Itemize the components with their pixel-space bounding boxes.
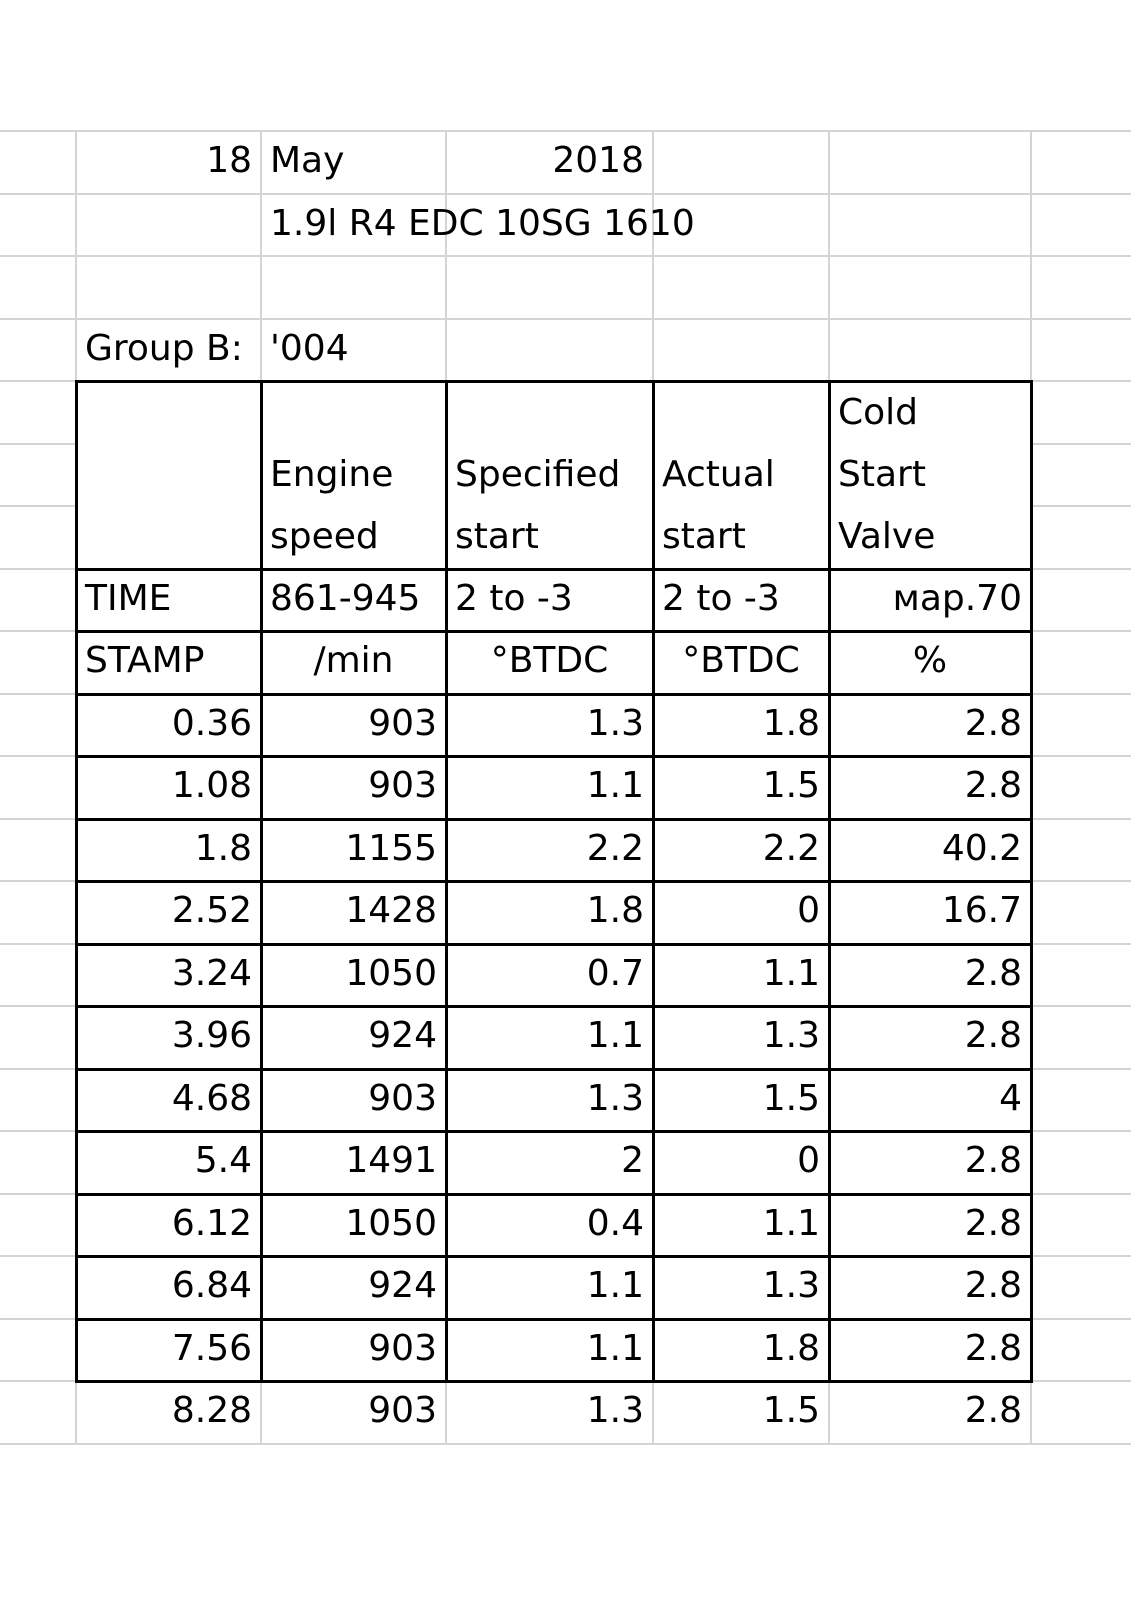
data-cell[interactable]: 2.8	[964, 1140, 1022, 1181]
data-cell[interactable]: 2.8	[964, 1202, 1022, 1244]
table-border-horizontal	[75, 818, 1033, 821]
column-header-line	[85, 506, 260, 568]
data-cell[interactable]: 1.5	[762, 765, 820, 806]
data-cell[interactable]: 1.3	[762, 1015, 820, 1056]
data-cell[interactable]: 1050	[345, 952, 437, 994]
group-label-cell[interactable]: Group B:	[85, 327, 243, 369]
data-cell[interactable]: 7.56	[171, 1327, 252, 1369]
data-cell[interactable]: 2.52	[171, 890, 252, 931]
data-cell[interactable]: 924	[368, 1015, 437, 1056]
data-cell[interactable]: 0	[797, 1140, 820, 1181]
data-cell[interactable]: 8.28	[171, 1390, 252, 1431]
engine-description-cell[interactable]: 1.9l R4 EDC 10SG 1610	[270, 202, 695, 244]
data-cell[interactable]: 3.24	[171, 952, 252, 994]
data-cell[interactable]: 1.08	[171, 765, 252, 806]
column-header-cell[interactable]	[262, 380, 445, 568]
data-cell[interactable]: 903	[368, 1327, 437, 1369]
data-cell[interactable]: 3.96	[171, 1015, 252, 1056]
data-cell[interactable]: 1.3	[586, 702, 644, 744]
data-cell[interactable]: 1050	[345, 1202, 437, 1244]
table-border-horizontal	[75, 568, 1033, 571]
data-cell[interactable]: 1.3	[586, 1390, 644, 1431]
column-header-line: Cold	[838, 391, 919, 433]
data-cell[interactable]: 1.1	[762, 1202, 820, 1244]
column-header-cell[interactable]	[77, 380, 260, 568]
data-cell[interactable]: 903	[368, 1390, 437, 1431]
data-cell[interactable]: 2.8	[964, 1265, 1022, 1306]
column-header-line: Valve	[838, 515, 936, 557]
date-day-cell[interactable]: 18	[206, 140, 252, 181]
data-cell[interactable]: 903	[368, 765, 437, 806]
table-border-horizontal	[75, 1005, 1033, 1008]
data-cell[interactable]: 1.8	[762, 1327, 820, 1369]
data-cell[interactable]: 2.8	[964, 1015, 1022, 1056]
column-header-line: Actual	[662, 453, 775, 495]
data-cell[interactable]: 1.5	[762, 1390, 820, 1431]
table-border-horizontal	[75, 1130, 1033, 1133]
data-cell[interactable]: 903	[368, 702, 437, 744]
column-header-cell[interactable]	[447, 380, 652, 568]
data-cell[interactable]: 2.2	[586, 827, 644, 869]
data-cell[interactable]: 1.8	[762, 702, 820, 744]
data-cell[interactable]: 1.1	[586, 1015, 644, 1056]
gridline-horizontal	[0, 1443, 1131, 1445]
spec-cell[interactable]: 861-945	[270, 577, 421, 619]
gridline-horizontal	[0, 255, 1131, 257]
table-border-horizontal	[75, 1380, 1033, 1383]
table-border-horizontal	[75, 1255, 1033, 1258]
column-header-line: Specified	[455, 453, 621, 495]
column-header-cell[interactable]	[830, 380, 1030, 568]
data-cell[interactable]: 2.2	[762, 827, 820, 869]
data-cell[interactable]: 5.4	[194, 1140, 252, 1181]
data-cell[interactable]: 1.3	[586, 1077, 644, 1119]
table-border-horizontal	[75, 380, 1033, 383]
column-header-line: start	[455, 515, 539, 557]
data-cell[interactable]: 6.12	[171, 1202, 252, 1244]
table-border-horizontal	[75, 755, 1033, 758]
data-cell[interactable]: 1.8	[586, 890, 644, 931]
table-border-horizontal	[75, 1068, 1033, 1071]
unit-cell[interactable]: °BTDC	[682, 640, 800, 681]
table-border-horizontal	[75, 943, 1033, 946]
data-cell[interactable]: 924	[368, 1265, 437, 1306]
date-month-cell[interactable]: May	[270, 140, 345, 181]
table-border-horizontal	[75, 693, 1033, 696]
data-cell[interactable]: 1.8	[194, 827, 252, 869]
spec-cell[interactable]: 2 to -3	[455, 577, 573, 619]
unit-cell[interactable]: %	[912, 640, 948, 681]
data-cell[interactable]: 4.68	[171, 1077, 252, 1119]
data-cell[interactable]: 1.1	[762, 952, 820, 994]
data-cell[interactable]: 1.1	[586, 1327, 644, 1369]
column-header-line: speed	[270, 515, 379, 557]
unit-cell[interactable]: /min	[313, 640, 394, 681]
data-cell[interactable]: 0.36	[171, 702, 252, 744]
table-border-horizontal	[75, 1318, 1033, 1321]
data-cell[interactable]: 903	[368, 1077, 437, 1119]
unit-cell[interactable]: STAMP	[85, 640, 205, 681]
data-cell[interactable]: 2.8	[964, 1390, 1022, 1431]
table-border-horizontal	[75, 880, 1033, 883]
data-cell[interactable]: 2.8	[964, 1327, 1022, 1369]
spec-cell[interactable]: мар.70	[892, 577, 1022, 619]
data-cell[interactable]: 6.84	[171, 1265, 252, 1306]
spec-cell[interactable]: TIME	[85, 577, 172, 619]
data-cell[interactable]: 2.8	[964, 765, 1022, 806]
data-cell[interactable]: 16.7	[941, 890, 1022, 931]
group-value-cell[interactable]: '004	[270, 327, 349, 369]
column-header-line: start	[662, 515, 746, 557]
data-cell[interactable]: 0.4	[586, 1202, 644, 1244]
data-cell[interactable]: 1.5	[762, 1077, 820, 1119]
data-cell[interactable]: 1428	[345, 890, 437, 931]
unit-cell[interactable]: °BTDC	[490, 640, 609, 681]
column-header-line: Start	[838, 453, 926, 495]
data-cell[interactable]: 1.1	[586, 1265, 644, 1306]
spec-cell[interactable]: 2 to -3	[662, 577, 780, 619]
data-cell[interactable]: 1.1	[586, 765, 644, 806]
date-year-cell[interactable]: 2018	[552, 140, 644, 181]
table-border-horizontal	[75, 1193, 1033, 1196]
data-cell[interactable]: 1155	[345, 827, 437, 869]
data-cell[interactable]: 2.8	[964, 952, 1022, 994]
data-cell[interactable]: 2.8	[964, 702, 1022, 744]
table-border-horizontal	[75, 630, 1033, 633]
data-cell[interactable]: 2	[621, 1140, 644, 1181]
data-cell[interactable]: 4	[999, 1077, 1022, 1119]
data-cell[interactable]: 1491	[345, 1140, 437, 1181]
column-header-cell[interactable]	[654, 380, 828, 568]
data-cell[interactable]: 0	[797, 890, 820, 931]
data-cell[interactable]: 0.7	[586, 952, 644, 994]
data-cell[interactable]: 1.3	[762, 1265, 820, 1306]
data-cell[interactable]: 40.2	[941, 827, 1022, 869]
column-header-line: Engine	[270, 453, 394, 495]
